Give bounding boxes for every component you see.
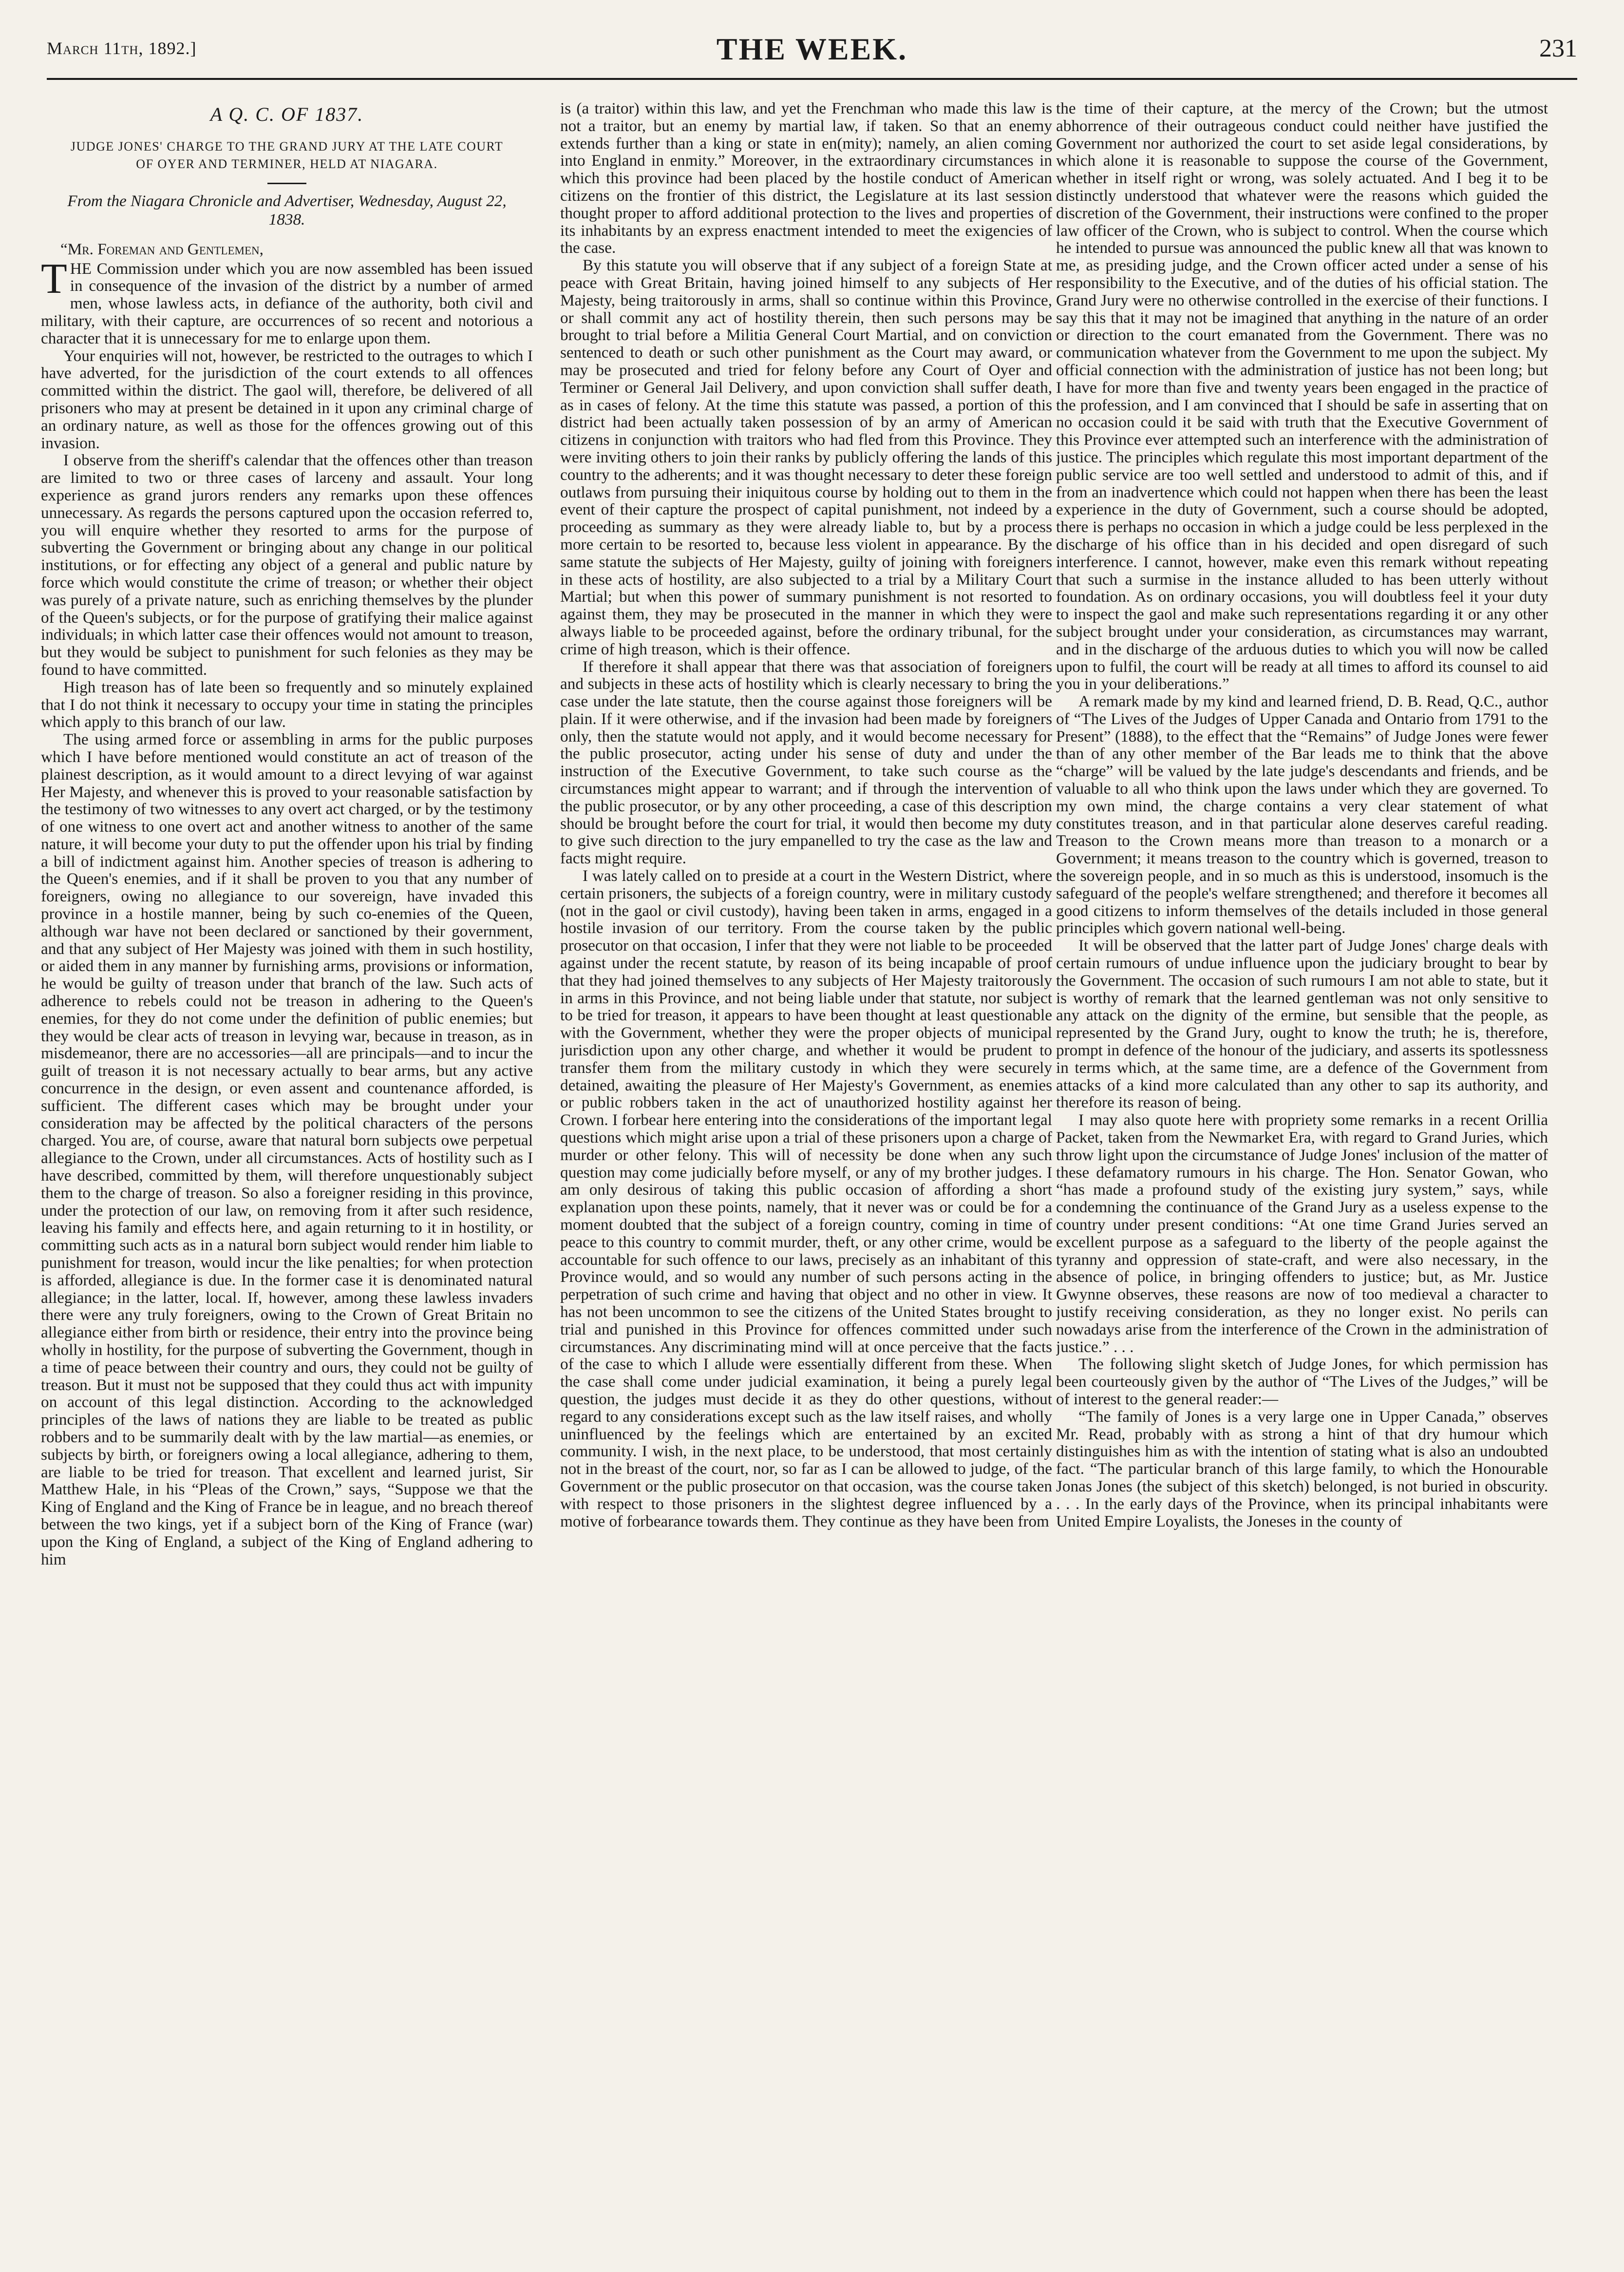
paragraph: The using armed force or assembling in arms for the public purposes which I have before mentioned would constitute an act of treason of the plainest description, as it would amount to a direct levying of war against Her Majesty, and whenever this is proved to your reasonable satisfaction by the testimony of two witnesses to any overt act charged, or by the testimony of one witness to one overt act and another witness to another of the same nature, it will become your duty to put the offender upon his trial by finding a bill of indictment against him. Another species of treason is adhering to the Queen's enemies, and if it shall be proven to you that any number of foreigners, owing no allegiance to our sovereign, have invaded this province in a hostile manner, being by such co-enemies of the Queen, although war have not been declared or sanctioned by their government, and that any subject of Her Majesty was joined with them in such hostility, or aided them in any manner by furnishing arms, provisions or information, he would be guilty of treason under that branch of the law. Such acts of adherence to rebels could not be treason in adhering to the Queen's enemies, for they do not come under the definition of public enemies; but they would be clear acts of treason in levying war, because in treason, as in misdemeanor, there are no accessories—all are principals—and to incur the guilt of treason it is not necessary actually to bear arms, but any active concurrence in the design, or even assent and countenance afforded, is sufficient. The different cases which may be brought under your consideration may be affected by the political characters of the persons charged. You are, of course, aware that natural born subjects owe perpetual allegiance to the Crown, under all circumstances. Acts of hostility such as I have described, committed by them, will therefore unquestionably subject them to the charge of treason. So also a foreigner residing in this province, under the protection of our law, on removing from it after such residence, leaving his family and effects here, and again returning to it in hostility, or committing such acts as in a natural born subject would render him liable to punishment for treason, would incur the like penalties; for when protection is afforded, allegiance is due. In the former case it is denominated natural allegiance; in the latter, local. If, however, among these lawless invaders there were any truly foreigners, owing to the Crown of Great Britain no allegiance either from birth or residence, their entry into the province being wholly in hostility, for the purpose of subverting the Government, though in a time of peace between their country and ours, they could not be guilty of treason. But it must not be supposed that they could thus act with impunity on account of this legal distinction. According to the acknowledged principles of the laws of nations they are liable to be treated as public robbers and to be summarily dealt with by the law martial—as enemies, or subjects by birth, or foreigners owing a local allegiance, adhering to them, are liable to be tried for treason. That excellent and learned jurist, Sir Matthew Hale, in his “Pleas of the Crown,” says, “Suppose we that the King of England and the King of France be in league, and no breach thereof between the two kings, yet if a subject born of the King of France (war) upon the King of England, a subject of the King of England adhering to him xyxy=(41,730,533,1568)
paragraph: If therefore it shall appear that there was that association of foreigners and subjects in these acts of hostility which is clearly necessary to bring the case under the late statute, then the course against those foreigners will be plain. If it were otherwise, and if the invasion had been made by foreigners only, then the statute would not apply, and it would become necessary for the public prosecutor, acting under his sense of duty and under the instruction of the Executive Government, to take such course as the circumstances might appear to warrant; and if through the intervention of the public prosecutor, or by any other proceeding, a case of this description should be brought before the court for trial, it would then become my duty to give such direction to the jury empanelled to try the case as the law and facts might require. xyxy=(560,657,1052,868)
paragraph-text: HE Commission under which you are now assembled has been issued in consequence of the invasion of the district by a number of armed men, whose lawless acts, in defiance of the authority, both civil and military, with their capture, are occurrences of so recent and notorious a character that it is unnecessary for me to enlarge upon them. xyxy=(41,259,533,347)
page-header xyxy=(47,31,1577,65)
paragraph: I was lately called on to preside at a court in the Western District, where certain prisoners, the subjects of a foreign country, were in military custody (not in the gaol or civil custody), having been taken in arms, engaged in a hostile invasion of our territory. From the course taken by the public prosecutor on that occasion, I infer that they were not liable to be proceeded against under the recent statute, by reason of its being incapable of proof that they had joined themselves to any subjects of Her Majesty traitorously in arms in this Province, and not being liable under that statute, nor subject to be tried for treason, it appears to have been thought at least questionable with the Government, whether they were the proper objects of municipal jurisdiction upon any other charge, and whether it would be prudent to transfer them from the military custody in which they were securely detained, awaiting the pleasure of Her Majesty's Government, as enemies or public robbers taken in the act of unauthorized hostility against her Crown. I forbear here entering into the considerations of the important legal questions which might arise upon a trial of these prisoners upon a charge of murder or other felony. This will of necessity be done when any such question may come judicially before myself, or any of my brother judges. I am only desirous of taking this public occasion of affording a short explanation upon these points, namely, that it never was or could be for a moment doubted that the subject of a foreign country, coming in time of peace to this country to commit murder, theft, or any other crime, would be accountable for such offence to our laws, precisely as an inhabitant of this Province would, and so would any number of such persons acting in the perpetration of such crime and having that object and no other in view. It has not been uncommon to see the citizens of the United States brought to trial and punished in this Province for offences committed under such circumstances. Any discriminating mind will at once perceive that the facts of the case to which I allude were essentially different from these. When the case shall come under judicial examination, it being a purely legal question, the judges must decide it as they do other questions, without regard to any considerations except such as the law itself raises, and wholly uninfluenced by the feelings which are entertained by an excited community. I wish, in the next place, to be understood, that most certainly not in the breast of the court, nor, so far as I can be allowed to judge, of the Government or the public prosecutor on that occasion, was the course taken with respect to those prisoners in the slightest degree influenced by a motive of forbearance towards them. They continue as they have been from xyxy=(560,867,1052,1530)
paragraph: I may also quote here with propriety some remarks in a recent Orillia Packet, taken from the Newmarket Era, with regard to Grand Juries, which throw light upon the circumstance of Judge Jones' inclusion of the matter of these defamatory rumours in his charge. The Hon. Senator Gowan, who “has made a profound study of the existing jury system,” says, while condemning the continuance of the Grand Jury as a useless expense to the country under present conditions: “At one time Grand Juries served an excellent purpose as a safeguard to the liberty of the people against the tyranny and oppression of state-craft, and were also necessary, in the absence of police, in bringing offenders to justice; but, as Mr. Justice Gwynne observes, these reasons are now of too medieval a character to justify receiving consideration, as they no longer exist. No perils can nowadays arise from the interference of the Crown in the administration of justice.” . . . xyxy=(1056,1111,1548,1356)
divider xyxy=(267,183,306,184)
salutation: “Mr. Foreman and Gentlemen, xyxy=(60,240,264,258)
paragraph: By this statute you will observe that if any subject of a foreign State at peace with Great Britain, having joined himself to any subjects of Her Majesty, being traitorously in arms, shall so continue within this Province, or shall commit any act of hostility therein, then such persons may be brought to trial before a Militia General Court Martial, and on conviction sentenced to death or such other punishment as the Court may award, or may be prosecuted and tried for felony before any Court of Oyer and Terminer or General Jail Delivery, and upon conviction shall suffer death, as in cases of felony. At the time this statute was passed, a portion of this district had been actually taken possession of by an army of American citizens in conjunction with traitors who had fled from this Province. They were inviting others to join their ranks by publicly offering the lands of this country to the adherents; and it was thought necessary to deter these foreign outlaws from pursuing their iniquitous course by holding out to them in the event of their capture the prospect of capital punishment, not indeed by a proceeding as summary as they were already liable to, but by a process more certain to be resorted to, because less violent in appearance. By the same statute the subjects of Her Majesty, guilty of joining with foreigners in these acts of hostility, are also subjected to a trial by a Military Court Martial; but when this power of summary punishment is not resorted to against them, they may be prosecuted in the manner in which they were always liable to be proceeded against, before the ordinary tribunal, for the crime of high treason, which is their offence. xyxy=(560,256,1052,658)
paragraph: It will be observed that the latter part of Judge Jones' charge deals with certain rumours of undue influence upon the judiciary brought to bear by the Government. The occasion of such rumours I am not able to state, but it is worthy of remark that the learned gentleman was not only sensitive to any attack on the dignity of the ermine, but sensible that the people, as represented by the Grand Jury, ought to know the truth; he is, therefore, prompt in defence of the honour of the judiciary, and asserts its spotlessness in terms which, at the same time, are a defence of the Government from attacks of a kind more calculated than any other to sap its authority, and therefore its reason of being. xyxy=(1056,936,1548,1112)
paragraph: A remark made by my kind and learned friend, D. B. Read, Q.C., author of “The Lives of the Judges of Upper Canada and Ontario from 1791 to the Present” (1888), to the effect that the “Remains” of Judge Jones were fewer than of any other member of the Bar leads me to think that the above “charge” will be valued by the late judge's descendants and friends, and be valuable to all who think upon the laws under which they are governed. To my own mind, the charge contains a very clear statement of what constitutes treason, and in that particular alone deserves careful reading. Treason to the Crown means more than treason to a monarch or a Government; it means treason to the country which is governed, treason to the sovereign people, and in so much as this is understood, insomuch is the safeguard of the people's welfare strengthened; and therefore it becomes all good citizens to inform themselves of the details included in those general principles which govern national well-being. xyxy=(1056,692,1548,937)
page-number: 231 xyxy=(1539,35,1577,62)
column-1 xyxy=(41,100,533,2253)
article-title: A Q. C. OF 1837. xyxy=(210,103,364,125)
paragraph: “The family of Jones is a very large one in Upper Canada,” observes Mr. Read, probably with as strong a hint of that dry humour which distinguishes him as with the intention of stating what is also an undoubted fact. “The particular branch of this large family, to which the Honourable Jonas Jones (the subject of this sketch) belonged, is not buried in obscurity. . . . In the early days of the Province, when its principal inhabitants were United Empire Loyalists, the Joneses in the county of xyxy=(1056,1407,1548,1530)
paragraph xyxy=(41,255,533,347)
paragraph: Your enquiries will not, however, be restricted to the outrages to which I have adverted, for the jurisdiction of the court extends to all offences committed within the district. The gaol will, therefore, be delivered of all prisoners who may at present be detained in it upon any criminal charge of an ordinary nature, as well as those for the offences growing out of this invasion. xyxy=(41,346,533,452)
article-source: From the Niagara Chronicle and Advertiser, Wednesday, August 22, 1838. xyxy=(67,191,507,229)
paragraph: the time of their capture, at the mercy of the Crown; but the utmost abhorrence of their outrageous conduct could neither have justified the Government nor authorized the court to set aside legal considerations, by which alone it is reasonable to suppose the course of the Government, whether in itself right or wrong, was solely actuated. And I beg it to be distinctly understood that whatever were the reasons which guided the discretion of the Government, their instructions were confined to the proper law officer of the Crown, who is subject to control. When the course which he intended to pursue was announced the public knew all that was known to me, as presiding judge, and the Crown officer acted under a sense of his responsibility to the Executive, and of the duties of his official station. The Grand Jury were no otherwise controlled in the exercise of their functions. I say this that it may not be imagined that anything in the nature of an order or direction to the court emanated from the Government. There was no communication whatever from the Government to me upon the subject. My official connection with the administration of justice has not been long; but I have for more than five and twenty years been engaged in the practice of the profession, and I am convinced that I should be safe in asserting that on no occasion could it be said with truth that the Executive Government of this Province ever attempted such an interference with the administration of justice. The principles which regulate this most important department of the public service are too well settled and understood to admit of this, and if from an inadvertence which could not happen when there has been the least experience in the duty of Government, such a course should be adopted, there is perhaps no occasion in which a judge could be less perplexed in the discharge of his office than in his decided and open disregard of such interference. I cannot, however, make even this remark without repeating that such a surmise in the instance alluded to has been utterly without foundation. As on ordinary occasions, you will doubtless feel it your duty to inspect the gaol and make such representations regarding it or any other subject brought under your consideration, as circumstances may warrant, and in the discharge of the arduous duties to which you will now be called upon to fulfil, the court will be ready at all times to afford its counsel to aid you in your deliberations.” xyxy=(1056,100,1548,693)
article-subtitle: JUDGE JONES' CHARGE TO THE GRAND JURY AT THE LATE COURT OF OYER AND TERMINER, HELD AT NIAGARA. xyxy=(70,139,504,171)
column-2 xyxy=(560,100,1052,2253)
drop-cap: T xyxy=(41,255,67,303)
header-rule xyxy=(47,78,1577,80)
paragraph: High treason has of late been so frequently and so minutely explained that I do not think it necessary to occupy your time in stating the principles which apply to this branch of our law. xyxy=(41,678,533,731)
paragraph: I observe from the sheriff's calendar that the offences other than treason are limited to two or three cases of larceny and assault. Your long experience as grand jurors renders any remarks upon these offences unnecessary. As regards the persons captured upon the occasion referred to, you will enquire whether they resorted to arms for the purpose of subverting the Government or bringing about any change in our political institutions, or for effecting any object of a general and public nature by force which would constitute the crime of treason; or whether their object was purely of a private nature, such as enriching themselves by the plunder of the Queen's subjects, or for the purpose of gratifying their malice against individuals; in which latter case their offences would not amount to treason, but they would be subject to punishment for such felonies as they may be found to have committed. xyxy=(41,451,533,679)
paragraph: The following slight sketch of Judge Jones, for which permission has been courteously given by the author of “The Lives of the Judges,” will be of interest to the general reader:— xyxy=(1056,1355,1548,1408)
paragraph: is (a traitor) within this law, and yet the Frenchman who made this law is not a traitor, but an enemy by martial law, if taken. So that an enemy extends further than a king or state in en(mity); namely, an alien coming into England in enmity.” Moreover, in the extraordinary circumstances in which this province had been placed by the hostile conduct of American citizens on the frontier of this district, the Legislature at its last session thought proper to afford additional protection to the lives and properties of its inhabitants by an express enactment intended to meet the exigencies of the case. xyxy=(560,100,1052,257)
column-3 xyxy=(1056,100,1548,2253)
publication-title: THE WEEK. xyxy=(716,32,908,66)
issue-date: March 11th, 1892.] xyxy=(47,38,197,58)
